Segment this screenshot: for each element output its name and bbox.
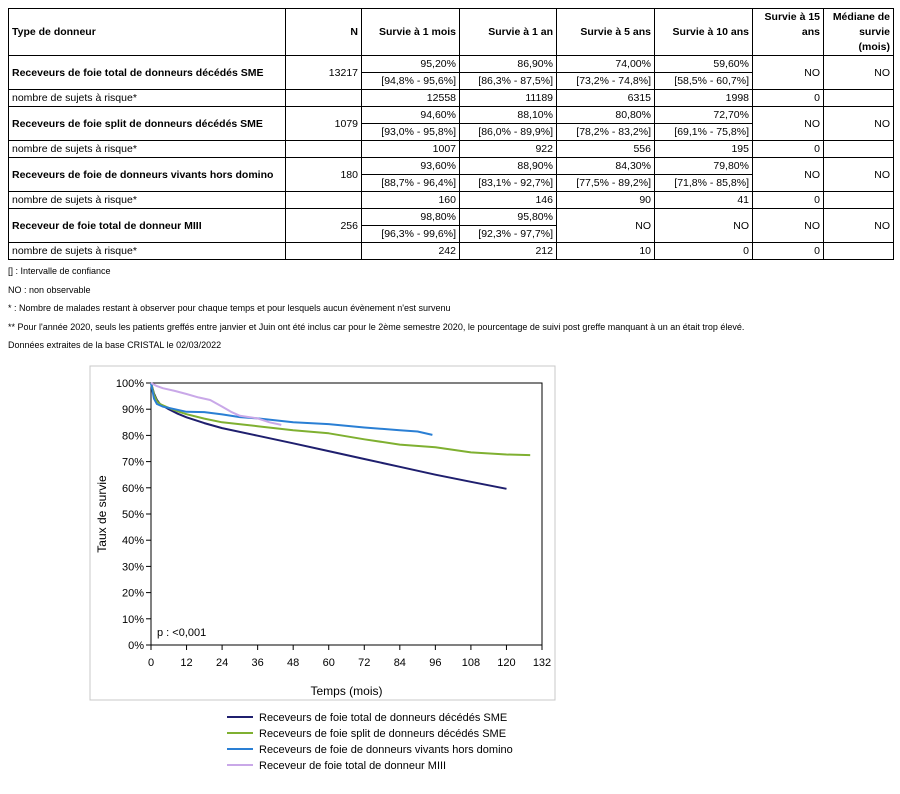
- x-axis-label: Temps (mois): [310, 684, 383, 698]
- x-tick-label: 120: [497, 657, 516, 669]
- x-tick-label: 48: [287, 657, 300, 669]
- legend-entry: Receveur de foie total de donneur MIII: [259, 760, 447, 772]
- survival-15-cell: NO: [753, 209, 824, 243]
- risk-cell: 1998: [655, 90, 753, 107]
- median-cell: NO: [824, 209, 894, 243]
- series-line-2: [151, 383, 530, 455]
- n-cell: 13217: [286, 56, 362, 90]
- y-tick-label: 70%: [121, 456, 144, 469]
- header-n: N: [286, 9, 362, 56]
- chart-series-group: [151, 383, 530, 489]
- note-year-2020: ** Pour l'année 2020, seuls les patients greffés entre janvier et Juin ont été inclus car pour le 2ème semestre 2020, le pourcentage de suivi post greffe manquant à un an était trop élevé.: [8, 321, 745, 332]
- legend-entry: Receveurs de foie split de donneurs décédés SME: [259, 728, 507, 740]
- median-cell: NO: [824, 56, 894, 90]
- p-value-annotation: p : <0,001: [157, 627, 207, 639]
- survival-cell: 94,60% [93,0% - 95,8%]: [362, 107, 460, 141]
- risk-cell: 212: [460, 243, 557, 260]
- risk-cell: 10: [557, 243, 655, 260]
- legend-entry: Receveurs de foie de donneurs vivants hors domino: [259, 744, 513, 756]
- header-donor-type: Type de donneur: [9, 9, 286, 56]
- risk-label-cell: nombre de sujets à risque*: [9, 243, 286, 260]
- survival-cell: 98,80% [96,3% - 99,6%]: [362, 209, 460, 243]
- survival-cell: 95,80% [92,3% - 97,7%]: [460, 209, 557, 243]
- survival-cell: 74,00% [73,2% - 74,8%]: [557, 56, 655, 90]
- risk-label-cell: nombre de sujets à risque*: [9, 192, 286, 209]
- header-survival-5-years: Survie à 5 ans: [557, 9, 655, 56]
- survival-cell: 86,90% [86,3% - 87,5%]: [460, 56, 557, 90]
- x-tick-label: 132: [532, 657, 552, 669]
- risk-cell: 242: [362, 243, 460, 260]
- note-not-observable: NO : non observable: [8, 284, 91, 295]
- survival-cell: 72,70% [69,1% - 75,8%]: [655, 107, 753, 141]
- risk-cell: 1007: [362, 141, 460, 158]
- header-survival-10-years: Survie à 10 ans: [655, 9, 753, 56]
- x-tick-label: 72: [358, 657, 371, 669]
- y-tick-label: 20%: [121, 587, 144, 600]
- survival-cell: 88,90% [83,1% - 92,7%]: [460, 158, 557, 192]
- risk-cell: 0: [753, 90, 824, 107]
- median-cell: NO: [824, 107, 894, 141]
- y-axis-label: Taux de survie: [95, 475, 109, 553]
- n-cell: 180: [286, 158, 362, 192]
- note-data-source: Données extraites de la base CRISTAL le 02/03/2022: [8, 340, 222, 350]
- median-cell: NO: [824, 158, 894, 192]
- x-axis: [148, 645, 551, 669]
- survival-cell: 88,10% [86,0% - 89,9%]: [460, 107, 557, 141]
- survival-cell: 59,60% [58,5% - 60,7%]: [655, 56, 753, 90]
- y-tick-label: 60%: [121, 482, 144, 495]
- header-median-survival: Médiane de survie (mois): [824, 9, 894, 56]
- y-tick-label: 0%: [128, 640, 144, 652]
- risk-cell: 0: [753, 192, 824, 209]
- note-confidence-interval: [] : Intervalle de confiance: [8, 266, 111, 276]
- survival-cell: 80,80% [78,2% - 83,2%]: [557, 107, 655, 141]
- risk-cell: 0: [655, 243, 753, 260]
- x-tick-label: 36: [251, 657, 264, 669]
- x-tick-label: 12: [180, 657, 193, 669]
- x-tick-label: 24: [215, 657, 229, 669]
- risk-cell: 11189: [460, 90, 557, 107]
- x-tick-label: 108: [461, 657, 481, 669]
- x-tick-label: 96: [429, 657, 442, 669]
- risk-cell: 0: [753, 141, 824, 158]
- risk-label-cell: nombre de sujets à risque*: [9, 141, 286, 158]
- risk-cell: 41: [655, 192, 753, 209]
- plot-area: [151, 383, 542, 645]
- risk-cell: 556: [557, 141, 655, 158]
- y-tick-label: 80%: [121, 430, 144, 443]
- legend-entry: Receveurs de foie total de donneurs décédés SME: [259, 712, 508, 724]
- survival-cell: 79,80% [71,8% - 85,8%]: [655, 158, 753, 192]
- y-tick-label: 30%: [121, 561, 144, 574]
- header-survival-1-year: Survie à 1 an: [460, 9, 557, 56]
- chart-frame: [90, 366, 555, 700]
- n-cell: 256: [286, 209, 362, 243]
- risk-cell: 0: [753, 243, 824, 260]
- survival-cell: 95,20% [94,8% - 95,6%]: [362, 56, 460, 90]
- risk-cell: 160: [362, 192, 460, 209]
- survival-15-cell: NO: [753, 56, 824, 90]
- y-axis: [116, 378, 151, 652]
- donor-type-cell: Receveurs de foie split de donneurs décédés SME: [9, 107, 286, 141]
- donor-type-cell: Receveurs de foie de donneurs vivants hors domino: [9, 158, 286, 192]
- survival-15-cell: NO: [753, 158, 824, 192]
- risk-label-cell: nombre de sujets à risque*: [9, 90, 286, 107]
- risk-cell: 12558: [362, 90, 460, 107]
- y-tick-label: 100%: [115, 378, 144, 390]
- note-at-risk: * : Nombre de malades restant à observer pour chaque temps et pour lesquels aucun évènement n'est survenu: [8, 303, 451, 313]
- donor-type-cell: Receveur de foie total de donneur MIII: [9, 209, 286, 243]
- x-tick-label: 0: [147, 657, 155, 669]
- header-survival-1-month: Survie à 1 mois: [362, 9, 460, 56]
- y-tick-label: 10%: [121, 613, 144, 626]
- risk-cell: 146: [460, 192, 557, 209]
- header-survival-15-years: Survie à 15 ans: [753, 9, 824, 56]
- chart-legend: [227, 712, 513, 772]
- y-tick-label: 50%: [121, 509, 144, 521]
- x-tick-label: 60: [322, 657, 335, 669]
- risk-cell: 195: [655, 141, 753, 158]
- n-cell: 1079: [286, 107, 362, 141]
- survival-cell: 93,60% [88,7% - 96,4%]: [362, 158, 460, 192]
- survival-15-cell: NO: [753, 107, 824, 141]
- survival-cell: NO: [557, 209, 655, 243]
- survival-cell: NO: [655, 209, 753, 243]
- series-line-3: [151, 383, 432, 435]
- risk-cell: 90: [557, 192, 655, 209]
- chart-outer-frame: [90, 366, 555, 700]
- survival-cell: 84,30% [77,5% - 89,2%]: [557, 158, 655, 192]
- risk-cell: 922: [460, 141, 557, 158]
- donor-type-cell: Receveurs de foie total de donneurs décédés SME: [9, 56, 286, 90]
- y-tick-label: 90%: [121, 404, 144, 417]
- x-tick-label: 84: [393, 657, 406, 669]
- y-tick-label: 40%: [121, 535, 144, 548]
- risk-cell: 6315: [557, 90, 655, 107]
